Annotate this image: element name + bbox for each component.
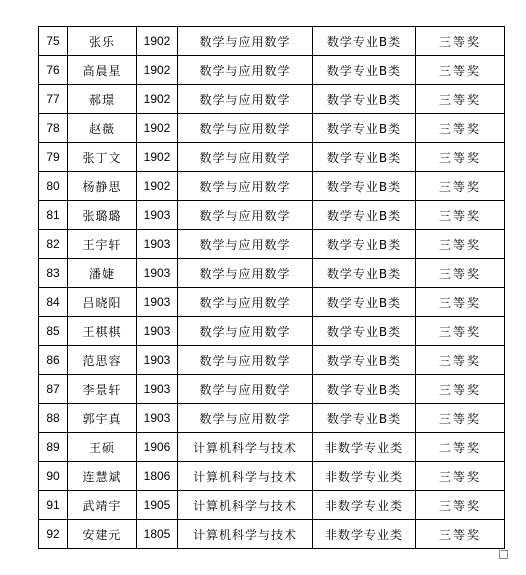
class-number-cell: 1902 <box>137 27 178 56</box>
table-row <box>39 520 505 549</box>
row-index-cell: 86 <box>39 346 68 375</box>
class-number-cell: 1905 <box>137 491 178 520</box>
student-name-cell: 范思容 <box>68 346 137 375</box>
student-name-cell: 吕晓阳 <box>68 288 137 317</box>
table-row <box>39 85 505 114</box>
major-cell: 数学与应用数学 <box>178 346 313 375</box>
results-table-body <box>39 27 505 549</box>
class-number-cell: 1903 <box>137 230 178 259</box>
class-number-cell: 1903 <box>137 288 178 317</box>
major-cell: 数学与应用数学 <box>178 375 313 404</box>
row-index-cell: 83 <box>39 259 68 288</box>
table-row <box>39 56 505 85</box>
row-index-cell: 88 <box>39 404 68 433</box>
award-cell: 三等奖 <box>416 346 505 375</box>
category-cell: 数学专业B类 <box>313 27 416 56</box>
award-cell: 三等奖 <box>416 317 505 346</box>
student-name-cell: 王宇轩 <box>68 230 137 259</box>
major-cell: 计算机科学与技术 <box>178 491 313 520</box>
category-cell: 数学专业B类 <box>313 85 416 114</box>
student-name-cell: 潘婕 <box>68 259 137 288</box>
student-name-cell: 赵薇 <box>68 114 137 143</box>
table-row <box>39 201 505 230</box>
class-number-cell: 1902 <box>137 85 178 114</box>
table-row <box>39 114 505 143</box>
award-cell: 三等奖 <box>416 520 505 549</box>
category-cell: 数学专业B类 <box>313 56 416 85</box>
class-number-cell: 1806 <box>137 462 178 491</box>
student-name-cell: 李景轩 <box>68 375 137 404</box>
class-number-cell: 1903 <box>137 375 178 404</box>
category-cell: 数学专业B类 <box>313 375 416 404</box>
row-index-cell: 75 <box>39 27 68 56</box>
major-cell: 数学与应用数学 <box>178 27 313 56</box>
category-cell: 非数学专业类 <box>313 433 416 462</box>
major-cell: 数学与应用数学 <box>178 201 313 230</box>
table-row <box>39 346 505 375</box>
category-cell: 数学专业B类 <box>313 201 416 230</box>
award-cell: 三等奖 <box>416 114 505 143</box>
major-cell: 数学与应用数学 <box>178 288 313 317</box>
category-cell: 数学专业B类 <box>313 404 416 433</box>
class-number-cell: 1903 <box>137 259 178 288</box>
award-cell: 三等奖 <box>416 462 505 491</box>
award-cell: 二等奖 <box>416 433 505 462</box>
award-cell: 三等奖 <box>416 491 505 520</box>
award-cell: 三等奖 <box>416 375 505 404</box>
category-cell: 数学专业B类 <box>313 317 416 346</box>
class-number-cell: 1906 <box>137 433 178 462</box>
row-index-cell: 76 <box>39 56 68 85</box>
class-number-cell: 1805 <box>137 520 178 549</box>
row-index-cell: 81 <box>39 201 68 230</box>
major-cell: 数学与应用数学 <box>178 404 313 433</box>
award-cell: 三等奖 <box>416 85 505 114</box>
row-index-cell: 87 <box>39 375 68 404</box>
category-cell: 非数学专业类 <box>313 462 416 491</box>
class-number-cell: 1903 <box>137 404 178 433</box>
major-cell: 计算机科学与技术 <box>178 520 313 549</box>
results-table <box>38 26 505 549</box>
category-cell: 数学专业B类 <box>313 143 416 172</box>
student-name-cell: 高晨星 <box>68 56 137 85</box>
major-cell: 计算机科学与技术 <box>178 462 313 491</box>
student-name-cell: 连慧斌 <box>68 462 137 491</box>
award-cell: 三等奖 <box>416 172 505 201</box>
row-index-cell: 91 <box>39 491 68 520</box>
table-row <box>39 491 505 520</box>
award-cell: 三等奖 <box>416 259 505 288</box>
table-row <box>39 259 505 288</box>
student-name-cell: 张丁文 <box>68 143 137 172</box>
category-cell: 数学专业B类 <box>313 259 416 288</box>
table-row <box>39 462 505 491</box>
table-row <box>39 27 505 56</box>
class-number-cell: 1902 <box>137 172 178 201</box>
row-index-cell: 89 <box>39 433 68 462</box>
row-index-cell: 82 <box>39 230 68 259</box>
award-cell: 三等奖 <box>416 56 505 85</box>
award-cell: 三等奖 <box>416 288 505 317</box>
student-name-cell: 王棋棋 <box>68 317 137 346</box>
table-row <box>39 317 505 346</box>
student-name-cell: 武靖宇 <box>68 491 137 520</box>
award-cell: 三等奖 <box>416 27 505 56</box>
table-row <box>39 433 505 462</box>
major-cell: 计算机科学与技术 <box>178 433 313 462</box>
major-cell: 数学与应用数学 <box>178 259 313 288</box>
award-cell: 三等奖 <box>416 230 505 259</box>
row-index-cell: 85 <box>39 317 68 346</box>
table-row <box>39 172 505 201</box>
award-cell: 三等奖 <box>416 201 505 230</box>
category-cell: 非数学专业类 <box>313 520 416 549</box>
class-number-cell: 1903 <box>137 346 178 375</box>
major-cell: 数学与应用数学 <box>178 172 313 201</box>
major-cell: 数学与应用数学 <box>178 56 313 85</box>
student-name-cell: 张璐璐 <box>68 201 137 230</box>
table-row <box>39 404 505 433</box>
class-number-cell: 1903 <box>137 317 178 346</box>
major-cell: 数学与应用数学 <box>178 317 313 346</box>
row-index-cell: 77 <box>39 85 68 114</box>
student-name-cell: 王硕 <box>68 433 137 462</box>
class-number-cell: 1903 <box>137 201 178 230</box>
category-cell: 数学专业B类 <box>313 346 416 375</box>
student-name-cell: 郝璟 <box>68 85 137 114</box>
table-row <box>39 288 505 317</box>
student-name-cell: 杨静思 <box>68 172 137 201</box>
class-number-cell: 1902 <box>137 143 178 172</box>
table-row <box>39 143 505 172</box>
category-cell: 数学专业B类 <box>313 230 416 259</box>
class-number-cell: 1902 <box>137 56 178 85</box>
row-index-cell: 80 <box>39 172 68 201</box>
row-index-cell: 78 <box>39 114 68 143</box>
student-name-cell: 张乐 <box>68 27 137 56</box>
award-cell: 三等奖 <box>416 404 505 433</box>
table-row <box>39 230 505 259</box>
major-cell: 数学与应用数学 <box>178 114 313 143</box>
award-cell: 三等奖 <box>416 143 505 172</box>
category-cell: 数学专业B类 <box>313 172 416 201</box>
table-resize-handle[interactable] <box>499 550 508 559</box>
category-cell: 非数学专业类 <box>313 491 416 520</box>
major-cell: 数学与应用数学 <box>178 230 313 259</box>
student-name-cell: 郭宇真 <box>68 404 137 433</box>
category-cell: 数学专业B类 <box>313 114 416 143</box>
major-cell: 数学与应用数学 <box>178 143 313 172</box>
class-number-cell: 1902 <box>137 114 178 143</box>
row-index-cell: 84 <box>39 288 68 317</box>
major-cell: 数学与应用数学 <box>178 85 313 114</box>
student-name-cell: 安建元 <box>68 520 137 549</box>
row-index-cell: 90 <box>39 462 68 491</box>
category-cell: 数学专业B类 <box>313 288 416 317</box>
row-index-cell: 92 <box>39 520 68 549</box>
row-index-cell: 79 <box>39 143 68 172</box>
table-row <box>39 375 505 404</box>
